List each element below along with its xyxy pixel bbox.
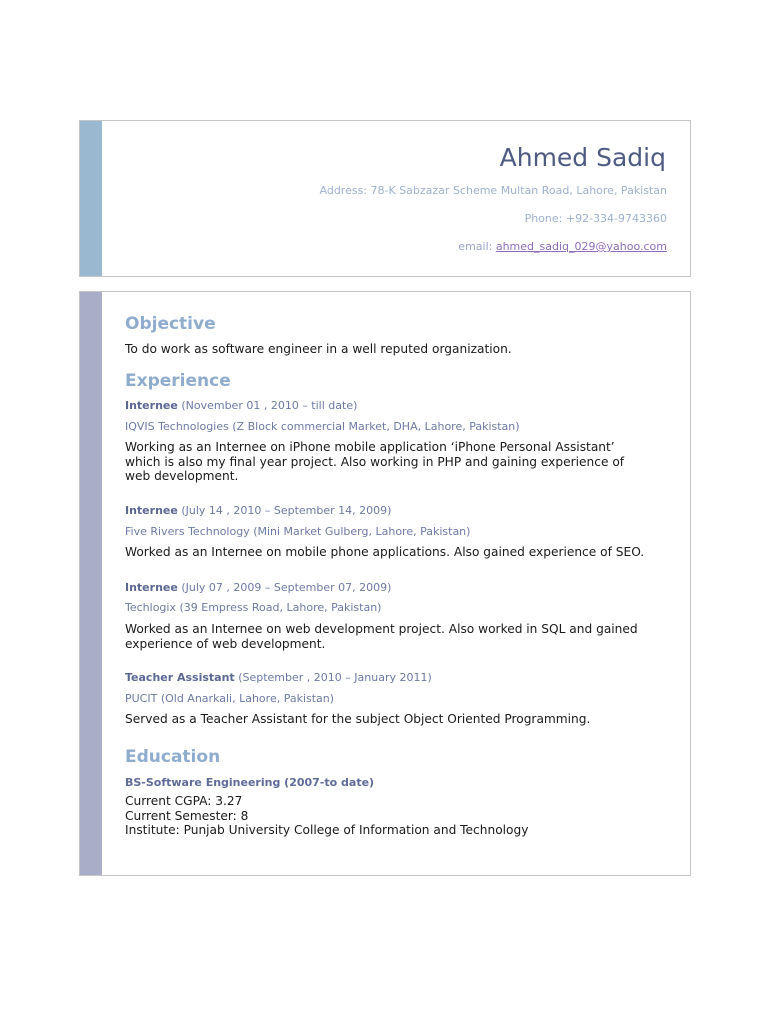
experience-desc-line: Working as an Internee on iPhone mobile application ‘iPhone Personal Assistant’	[125, 440, 615, 454]
contact-card	[79, 120, 691, 277]
experience-desc-line: web development.	[125, 469, 239, 483]
experience-desc-line: Worked as an Internee on mobile phone applications. Also gained experience of SEO.	[125, 545, 645, 559]
experience-org: Techlogix (39 Empress Road, Lahore, Pakistan)	[125, 601, 382, 614]
education-line: Current Semester: 8	[125, 809, 249, 823]
accent-bar	[80, 121, 102, 276]
role-dates: (November 01 , 2010 – till date)	[177, 399, 358, 412]
email-label: email:	[458, 240, 496, 253]
experience-heading: Experience	[125, 371, 231, 391]
address-line: Address: 78-K Sabzazar Scheme Multan Road, Lahore, Pakistan	[319, 184, 667, 197]
education-line: Institute: Punjab University College of Information and Technology	[125, 823, 529, 837]
resume-body-card	[79, 291, 691, 876]
education-heading: Education	[125, 747, 221, 767]
role-dates: (September , 2010 – January 2011)	[234, 671, 432, 684]
experience-role	[125, 504, 391, 517]
candidate-name: Ahmed Sadiq	[499, 143, 666, 172]
experience-desc-line: Served as a Teacher Assistant for the subject Object Oriented Programming.	[125, 712, 591, 726]
experience-role	[125, 399, 357, 412]
role-dates: (July 14 , 2010 – September 14, 2009)	[177, 504, 392, 517]
role-title: Internee	[125, 581, 178, 594]
objective-heading: Objective	[125, 314, 216, 334]
experience-role	[125, 671, 432, 684]
experience-role	[125, 581, 391, 594]
email-line	[458, 240, 667, 253]
experience-org: IQVIS Technologies (Z Block commercial Market, DHA, Lahore, Pakistan)	[125, 420, 520, 433]
experience-desc-line: experience of web development.	[125, 637, 326, 651]
experience-org: PUCIT (Old Anarkali, Lahore, Pakistan)	[125, 692, 335, 705]
accent-bar	[80, 292, 102, 875]
email-link[interactable]: ahmed_sadiq_029@yahoo.com	[495, 240, 667, 253]
degree-title: BS-Software Engineering (2007-to date)	[125, 776, 375, 789]
objective-text: To do work as software engineer in a well reputed organization.	[125, 342, 512, 356]
education-line: Current CGPA: 3.27	[125, 794, 243, 808]
experience-org: Five Rivers Technology (Mini Market Gulberg, Lahore, Pakistan)	[125, 525, 471, 538]
role-title: Internee	[125, 504, 178, 517]
role-title: Teacher Assistant	[125, 671, 235, 684]
experience-desc-line: Worked as an Internee on web development project. Also worked in SQL and gained	[125, 622, 638, 636]
phone-line: Phone: +92-334-9743360	[524, 212, 667, 225]
role-dates: (July 07 , 2009 – September 07, 2009)	[177, 581, 392, 594]
experience-desc-line: which is also my final year project. Also working in PHP and gaining experience of	[125, 455, 625, 469]
role-title: Internee	[125, 399, 178, 412]
